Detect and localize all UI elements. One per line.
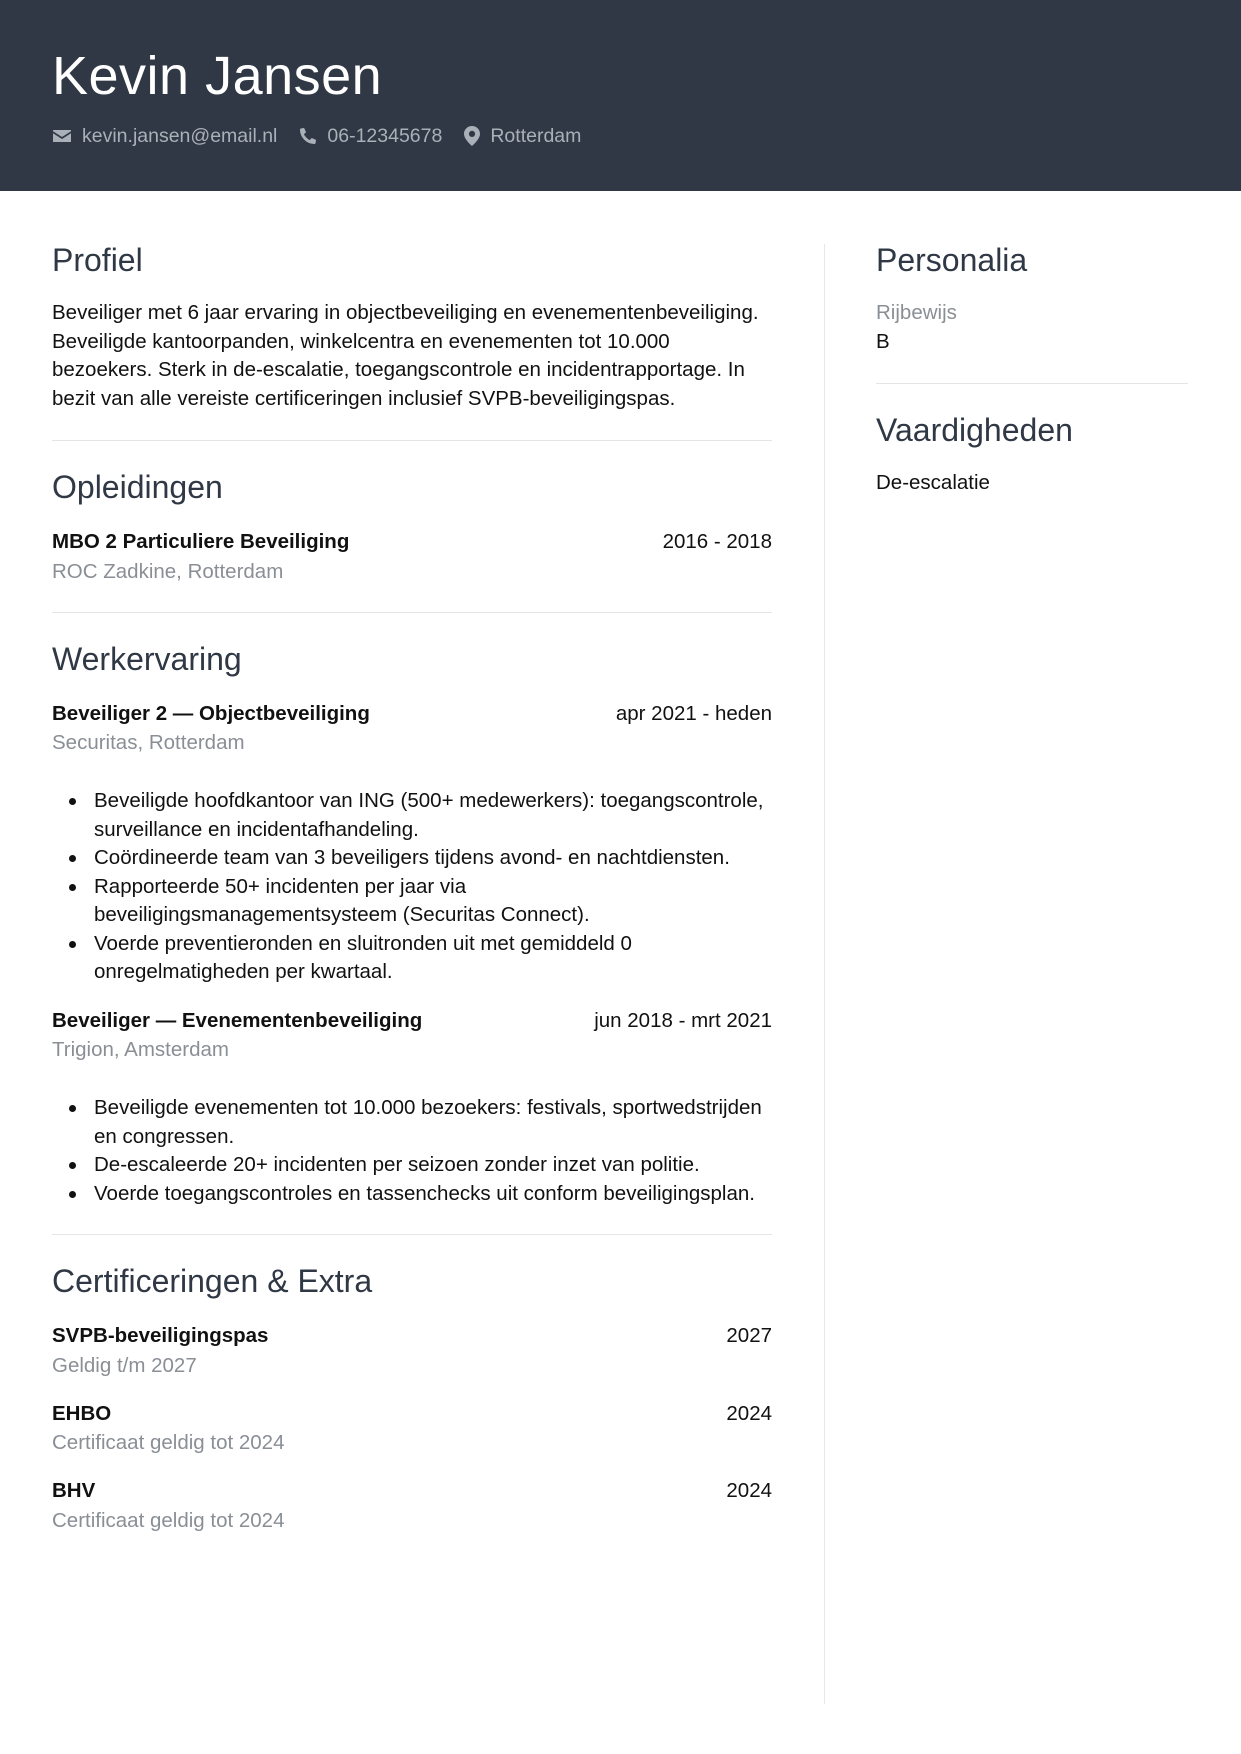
profile-text: Beveiliger met 6 jaar ervaring in objectbeveiliging en evenementenbeveiliging. Beveiligde kantoorpanden, winkelcentra en evenementen tot 10.000 bezoekers. Sterk in de-escalatie, toegangscontrole en incidentrapportage. In bezit van alle vereiste certificeringen inclusief SVPB-beveiligingspas. — [52, 301, 759, 410]
section-education — [52, 467, 772, 613]
email-text: kevin.jansen@email.nl — [82, 124, 278, 147]
certification-entry — [52, 1322, 772, 1380]
entry-title: Beveiliger — Evenementenbeveiliging — [52, 1008, 423, 1032]
entry-date: 2016 - 2018 — [662, 530, 772, 553]
main-column — [52, 240, 772, 1535]
entry-head — [52, 1007, 772, 1036]
entry-head — [52, 1477, 772, 1506]
section-personal — [876, 240, 1188, 384]
education-entry — [52, 528, 772, 586]
candidate-name: Kevin Jansen — [52, 46, 383, 106]
certifications-title: Certificeringen & Extra — [52, 1263, 373, 1299]
list-item: Beveiligde hoofdkantoor van ING (500+ medewerkers): toegangscontrole, surveillance en incidentafhandeling. — [52, 787, 772, 844]
entry-title: EHBO — [52, 1401, 112, 1425]
entry-title: Beveiliger 2 — Objectbeveiliging — [52, 701, 370, 725]
entry-date: apr 2021 - heden — [615, 701, 772, 725]
entry-title: SVPB-beveiligingspas — [52, 1324, 269, 1347]
certification-entry — [52, 1400, 772, 1458]
education-title: Opleidingen — [52, 469, 223, 505]
entry-detail: Geldig t/m 2027 — [52, 1353, 197, 1377]
profile-title: Profiel — [52, 242, 143, 278]
section-divider — [52, 612, 772, 613]
section-divider — [52, 1234, 772, 1235]
entry-head — [52, 700, 772, 729]
list-item: Voerde toegangscontroles en tassenchecks uit conform beveiligingsplan. — [52, 1180, 772, 1209]
envelope-icon — [52, 128, 72, 144]
contact-bar — [52, 122, 603, 150]
phone-text: 06-12345678 — [327, 124, 443, 147]
entry-employer: Trigion, Amsterdam — [52, 1038, 229, 1061]
entry-institution: ROC Zadkine, Rotterdam — [52, 559, 284, 583]
entry-head — [52, 1322, 772, 1351]
entry-title: MBO 2 Particuliere Beveiliging — [52, 530, 350, 553]
skill-item: De-escalatie — [876, 471, 990, 494]
section-profile — [52, 240, 772, 441]
column-divider — [824, 244, 825, 1704]
section-divider — [52, 440, 772, 441]
contact-email[interactable] — [52, 125, 277, 148]
contact-phone[interactable] — [299, 125, 442, 148]
section-divider — [876, 383, 1188, 384]
experience-entry — [52, 1007, 772, 1209]
entry-title: BHV — [52, 1479, 96, 1502]
list-item: Voerde preventieronden en sluitronden uit met gemiddeld 0 onregelmatigheden per kwartaal. — [52, 930, 772, 987]
list-item: De-escaleerde 20+ incidenten per seizoen zonder inzet van politie. — [52, 1151, 772, 1180]
bullet-list — [52, 787, 772, 987]
section-skills — [876, 410, 1188, 498]
location-text: Rotterdam — [490, 124, 582, 147]
entry-date: 2024 — [726, 1479, 772, 1502]
entry-employer: Securitas, Rotterdam — [52, 731, 245, 754]
entry-head — [52, 528, 772, 557]
certification-entry — [52, 1477, 772, 1535]
bullet-list — [52, 1094, 772, 1208]
section-certifications — [52, 1261, 772, 1535]
section-experience — [52, 639, 772, 1236]
list-item: Beveiligde evenementen tot 10.000 bezoekers: festivals, sportwedstrijden en congressen. — [52, 1094, 772, 1151]
license-value: B — [876, 329, 890, 353]
skills-title: Vaardigheden — [876, 412, 1073, 448]
entry-date: 2027 — [726, 1324, 772, 1347]
header-banner — [0, 0, 1241, 191]
entry-date: jun 2018 - mrt 2021 — [594, 1008, 772, 1032]
contact-location — [464, 125, 581, 148]
entry-detail: Certificaat geldig tot 2024 — [52, 1508, 285, 1532]
entry-date: 2024 — [726, 1401, 772, 1425]
license-label: Rijbewijs — [876, 301, 957, 324]
experience-entry — [52, 700, 772, 987]
experience-title: Werkervaring — [52, 640, 242, 677]
personal-title: Personalia — [876, 242, 1028, 278]
list-item: Rapporteerde 50+ incidenten per jaar via beveiligingsmanagementsysteem (Securitas Connect). — [52, 873, 772, 930]
phone-icon — [299, 127, 317, 145]
entry-head — [52, 1400, 772, 1429]
map-pin-icon — [464, 126, 480, 146]
entry-detail: Certificaat geldig tot 2024 — [52, 1431, 285, 1454]
side-column — [876, 240, 1188, 498]
list-item: Coördineerde team van 3 beveiligers tijdens avond- en nachtdiensten. — [52, 844, 772, 873]
